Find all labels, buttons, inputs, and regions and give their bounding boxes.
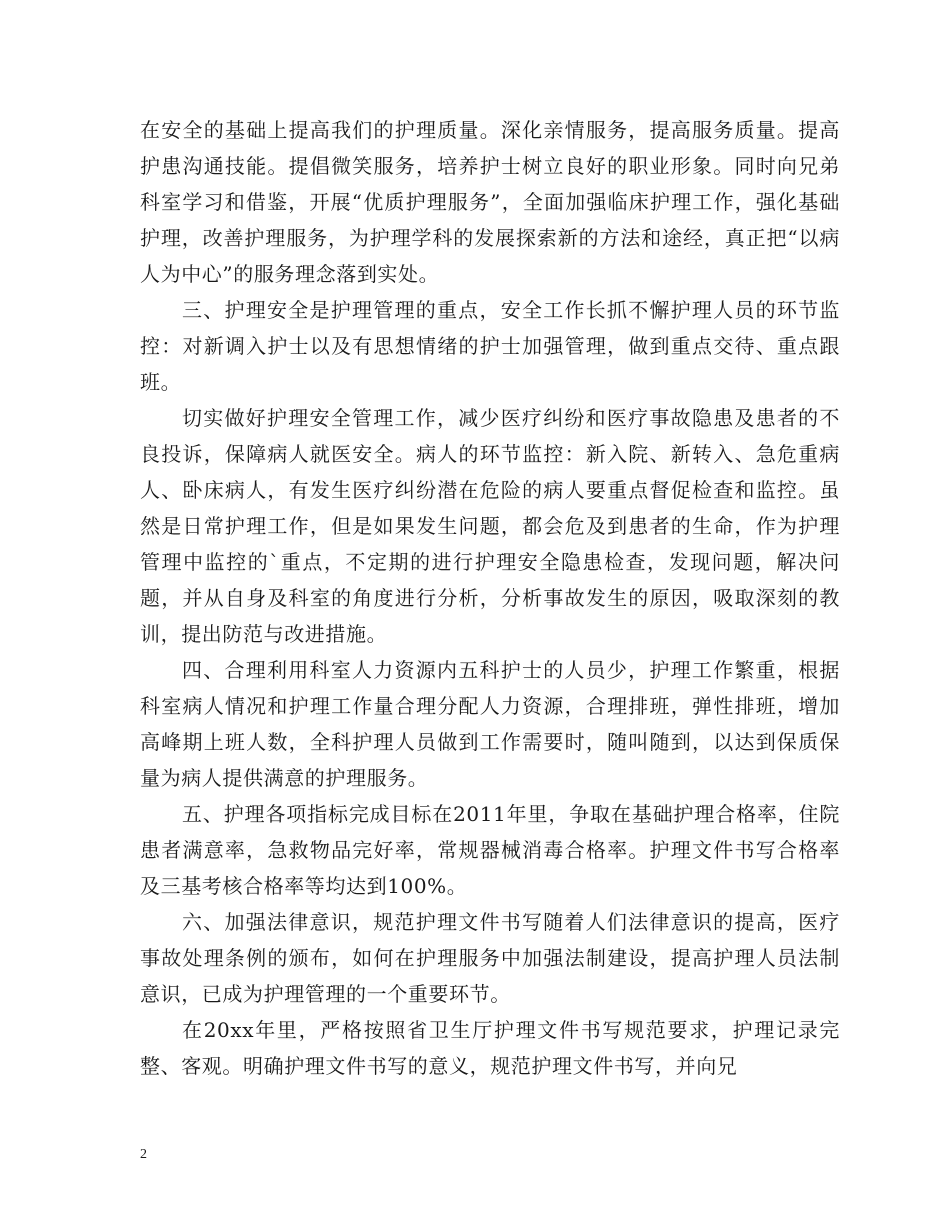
paragraph-2: 三、护理安全是护理管理的重点，安全工作长抓不懈护理人员的环节监控：对新调入护士以及有思想情绪的护士加强管理，做到重点交待、重点跟班。 xyxy=(140,298,840,394)
body-text xyxy=(140,112,840,1084)
paragraph-5: 五、护理各项指标完成目标在2011年里，争取在基础护理合格率，住院患者满意率，急救物品完好率，常规器械消毒合格率。护理文件书写合格率及三基考核合格率等均达到100%。 xyxy=(140,802,840,898)
page-number: 2 xyxy=(140,1147,147,1162)
paragraph-7: 在20xx年里，严格按照省卫生厅护理文件书写规范要求，护理记录完整、客观。明确护理文件书写的意义，规范护理文件书写，并向兄 xyxy=(140,1018,840,1078)
paragraph-6: 六、加强法律意识，规范护理文件书写随着人们法律意识的提高，医疗事故处理条例的颁布，如何在护理服务中加强法制建设，提高护理人员法制意识，已成为护理管理的一个重要环节。 xyxy=(140,910,840,1006)
paragraph-1: 在安全的基础上提高我们的护理质量。深化亲情服务，提高服务质量。提高护患沟通技能。提倡微笑服务，培养护士树立良好的职业形象。同时向兄弟科室学习和借鉴，开展“优质护理服务”，全面加强临床护理工作，强化基础护理，改善护理服务，为护理学科的发展探索新的方法和途经，真正把“以病人为中心”的服务理念落到实处。 xyxy=(140,118,840,286)
paragraph-4: 四、合理利用科室人力资源内五科护士的人员少，护理工作繁重，根据科室病人情况和护理工作量合理分配人力资源，合理排班，弹性排班，增加高峰期上班人数，全科护理人员做到工作需要时，随叫随到，以达到保质保量为病人提供满意的护理服务。 xyxy=(140,658,840,790)
paragraph-3: 切实做好护理安全管理工作，减少医疗纠纷和医疗事故隐患及患者的不良投诉，保障病人就医安全。病人的环节监控：新入院、新转入、急危重病人、卧床病人，有发生医疗纠纷潜在危险的病人要重点督促检查和监控。虽然是日常护理工作，但是如果发生问题，都会危及到患者的生命，作为护理管理中监控的`重点，不定期的进行护理安全隐患检查，发现问题，解决问题，并从自身及科室的角度进行分析，分析事故发生的原因，吸取深刻的教训，提出防范与改进措施。 xyxy=(140,406,840,646)
